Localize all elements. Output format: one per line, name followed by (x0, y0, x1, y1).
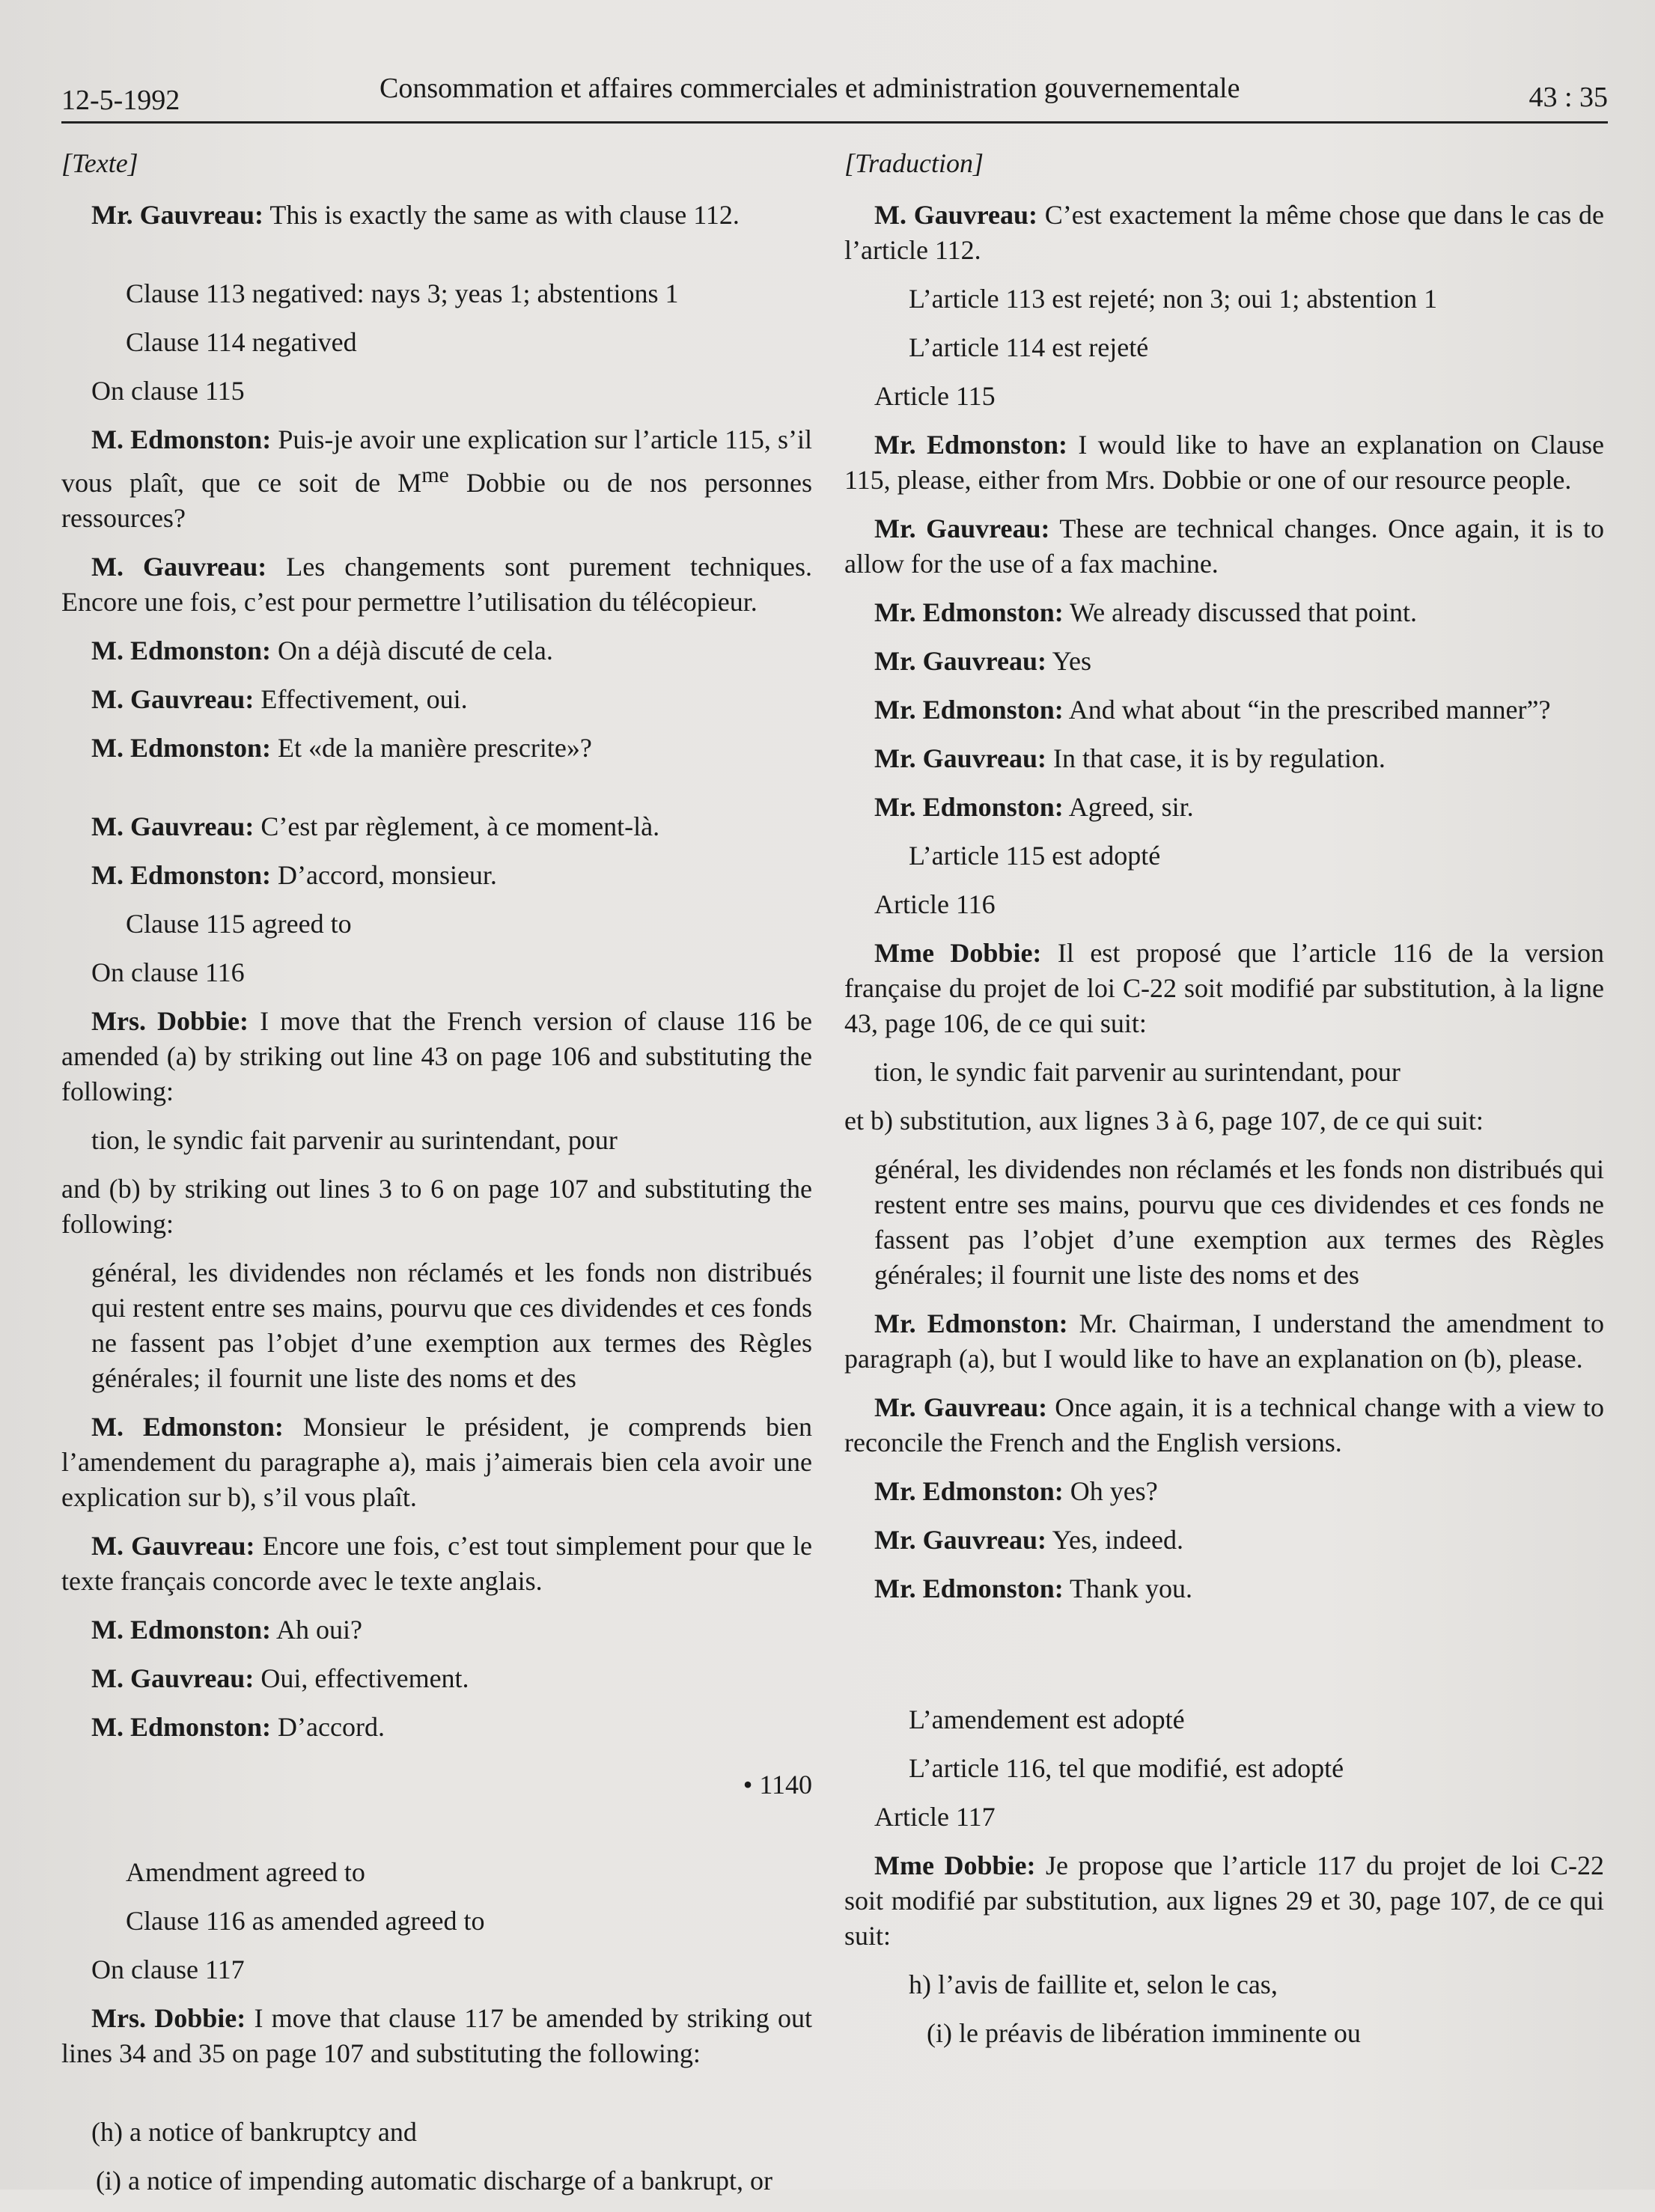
speech-paragraph (61, 1004, 812, 1109)
amendment-text: (i) a notice of impending automatic discharge of a bankrupt, or (96, 2166, 773, 2196)
speech-text: Thank you. (1063, 1573, 1193, 1603)
speaker-name: M. Gauvreau: (91, 811, 255, 841)
speech-text: Dobbie ou de nos personnes ressources? (61, 468, 812, 533)
speech-text: I would like to have an explanation on Clause 115, please, either from Mrs. Dobbie or one of our resource people. (844, 430, 1605, 495)
speaker-name: Mrs. Dobbie: (91, 2003, 246, 2033)
speech-text: Encore une fois, c’est tout simplement pour que le texte français concorde avec le texte anglais. (61, 1531, 812, 1596)
speech-text: And what about “in the prescribed manner”? (1063, 695, 1551, 725)
speech-text: Oui, effectivement. (254, 1663, 469, 1693)
speech-paragraph (844, 741, 1604, 776)
speaker-name: M. Edmonston: (91, 1712, 272, 1742)
column-tag: [Traduction] (844, 148, 984, 178)
speaker-name: Mr. Edmonston: (874, 695, 1064, 725)
speaker-name: Mr. Gauvreau: (874, 646, 1046, 676)
speech-text: Oh yes? (1063, 1476, 1158, 1506)
procedural-statement: Clause 116 as amended agreed to (126, 1906, 485, 1936)
speech-paragraph (61, 1410, 812, 1515)
speech-paragraph (844, 644, 1604, 679)
amendment-text: général, les dividendes non réclamés et les fonds non distribués qui restent entre ses mains, pourvu que ces dividendes et ces fonds ne fassent pas l’objet d’une exemption aux termes des Règles générales; il fournit une liste des noms et des (874, 1154, 1604, 1290)
speaker-name: M. Edmonston: (91, 636, 272, 665)
speech-paragraph (61, 1661, 812, 1696)
clause-heading: Article 115 (874, 381, 996, 411)
procedural-statement: L’article 116, tel que modifié, est adopté (909, 1753, 1344, 1783)
speech-paragraph (844, 1848, 1604, 1954)
speaker-name: M. Edmonston: (91, 424, 272, 454)
speaker-name: M. Gauvreau: (91, 1663, 255, 1693)
speaker-name: M. Edmonston: (91, 1412, 284, 1442)
speaker-name: Mme Dobbie: (874, 1850, 1036, 1880)
speech-paragraph (61, 633, 812, 668)
speech-paragraph (844, 1390, 1604, 1460)
procedural-statement: L’article 114 est rejeté (909, 332, 1149, 362)
time-marker-text: • 1140 (743, 1770, 812, 1800)
speech-paragraph (844, 595, 1604, 630)
amendment-text: (h) a notice of bankruptcy and (91, 2117, 417, 2147)
speech-paragraph (61, 549, 812, 620)
clause-heading: Article 116 (874, 889, 996, 919)
speech-paragraph (844, 1306, 1604, 1377)
speaker-name: M. Edmonston: (91, 1615, 272, 1645)
speech-paragraph (844, 1474, 1604, 1509)
header-date: 12-5-1992 (61, 85, 180, 116)
speech-text: This is exactly the same as with clause 112. (263, 200, 740, 230)
speech-text: Il est proposé que l’article 116 de la version française du projet de loi C-22 soit modifié par substitution, à la ligne 43, page 106, de ce qui suit: (844, 938, 1604, 1038)
speaker-name: Mrs. Dobbie: (91, 1006, 249, 1036)
speaker-name: Mr. Gauvreau: (874, 514, 1050, 543)
speech-paragraph (844, 198, 1604, 268)
speech-paragraph (844, 511, 1604, 582)
speaker-name: Mme Dobbie: (874, 938, 1042, 968)
clause-heading: On clause 116 (91, 957, 245, 987)
clause-heading: On clause 117 (91, 1954, 245, 1984)
speech-paragraph (61, 1710, 812, 1745)
speech-text: In that case, it is by regulation. (1046, 743, 1386, 773)
time-marker (61, 1767, 812, 1803)
speaker-name: Mr. Edmonston: (874, 792, 1064, 822)
speech-paragraph (844, 1571, 1604, 1606)
procedural-statement: L’amendement est adopté (909, 1704, 1185, 1734)
amendment-text: général, les dividendes non réclamés et les fonds non distribués qui restent entre ses mains, pourvu que ces dividendes et ces fonds ne fassent pas l’objet d’une exemption aux termes des Règles générales; il fournit une liste des noms et des (91, 1258, 812, 1393)
speech-text: C’est par règlement, à ce moment-là. (254, 811, 660, 841)
column-tag: [Texte] (61, 148, 138, 178)
amendment-text: tion, le syndic fait parvenir au surintendant, pour (91, 1125, 618, 1155)
speech-paragraph (844, 790, 1604, 825)
speech-paragraph (844, 692, 1604, 728)
procedural-statement: Clause 113 negatived: nays 3; yeas 1; abstentions 1 (126, 278, 679, 308)
procedural-statement: Clause 115 agreed to (126, 909, 352, 939)
procedural-statement: L’article 115 est adopté (909, 841, 1161, 871)
column-tag-text: Texte (72, 148, 128, 178)
header-title: Consommation et affaires commerciales et administration gouvernementale (380, 73, 1240, 104)
right-column (844, 146, 1604, 2065)
speech-text: Et «de la manière prescrite»? (271, 733, 592, 763)
speech-text: On a déjà discuté de cela. (271, 636, 553, 665)
speech-text: D’accord. (271, 1712, 385, 1742)
speaker-name: Mr. Gauvreau: (874, 1392, 1048, 1422)
speech-paragraph (61, 682, 812, 717)
speaker-name: Mr. Gauvreau: (874, 1525, 1046, 1555)
amendment-text: h) l’avis de faillite et, selon le cas, (909, 1969, 1278, 1999)
clause-heading: On clause 115 (91, 376, 245, 406)
speaker-name: M. Gauvreau: (91, 1531, 255, 1561)
speech-text: Ah oui? (271, 1615, 363, 1645)
left-column (61, 146, 812, 2212)
procedural-statement: Clause 114 negatived (126, 327, 357, 357)
speech-text: We already discussed that point. (1063, 597, 1418, 627)
speech-text: These are technical changes. Once again, it is to allow for the use of a fax machine. (844, 514, 1604, 579)
speaker-name: M. Gauvreau: (91, 552, 267, 582)
clause-heading: Article 117 (874, 1802, 996, 1832)
procedural-statement: Amendment agreed to (126, 1857, 365, 1887)
speech-text: I move that the French version of clause 116 be amended (a) by striking out line 43 on page 106 and substituting the following: (61, 1006, 812, 1106)
speaker-name: Mr. Edmonston: (874, 1308, 1068, 1338)
speech-text: Agreed, sir. (1063, 792, 1194, 822)
speech-text: D’accord, monsieur. (271, 860, 497, 890)
speech-text: Mr. Chairman, I understand the amendment to paragraph (a), but I would like to have an explanation on (b), please. (844, 1308, 1605, 1374)
speech-paragraph (61, 731, 812, 766)
speech-paragraph: and (b) by striking out lines 3 to 6 on page 107 and substituting the following: (61, 1174, 812, 1239)
speaker-name: M. Edmonston: (91, 860, 272, 890)
speaker-name: Mr. Edmonston: (874, 430, 1068, 460)
speaker-name: M. Edmonston: (91, 733, 272, 763)
speech-text: Once again, it is a technical change with a view to reconcile the French and the English versions. (844, 1392, 1604, 1457)
speech-text: Puis-je avoir une explication sur l’article 115, s’il vous plaît, que ce soit de M (61, 424, 812, 498)
speech-text: Effectivement, oui. (254, 684, 468, 714)
speech-paragraph (61, 858, 812, 893)
speaker-name: Mr. Edmonston: (874, 597, 1064, 627)
speaker-name: Mr. Gauvreau: (874, 743, 1046, 773)
speaker-name: M. Gauvreau: (91, 684, 255, 714)
amendment-text: tion, le syndic fait parvenir au surintendant, pour (874, 1057, 1400, 1087)
speech-text: Je propose que l’article 117 du projet de loi C-22 soit modifié par substitution, aux lignes 29 et 30, page 107, de ce qui suit: (844, 1850, 1604, 1951)
column-tag-text: Traduction (855, 148, 974, 178)
speech-text: Monsieur le président, je comprends bien l’amendement du paragraphe a), mais j’aimerais bien cela avoir une explication sur b), s’il vous plaît. (61, 1412, 812, 1512)
speech-text: Les changements sont purement techniques. Encore une fois, c’est pour permettre l’utilisation du télécopieur. (61, 552, 812, 617)
procedural-statement: L’article 113 est rejeté; non 3; oui 1; abstention 1 (909, 284, 1438, 314)
speech-text: Yes, indeed. (1046, 1525, 1184, 1555)
speech-paragraph: et b) substitution, aux lignes 3 à 6, page 107, de ce qui suit: (844, 1106, 1484, 1136)
speaker-name: M. Gauvreau: (874, 200, 1038, 230)
speaker-name: Mr. Edmonston: (874, 1573, 1064, 1603)
speech-paragraph (61, 1612, 812, 1648)
speech-paragraph (844, 936, 1604, 1041)
speaker-name: Mr. Gauvreau: (91, 200, 263, 230)
speech-text: I move that clause 117 be amended by striking out lines 34 and 35 on page 107 and substituting the following: (61, 2003, 813, 2068)
speech-text: Yes (1046, 646, 1092, 676)
speech-paragraph (844, 427, 1604, 498)
running-header (61, 69, 1608, 124)
speech-paragraph (61, 1529, 812, 1599)
speaker-name: Mr. Edmonston: (874, 1476, 1064, 1506)
speech-paragraph (61, 198, 812, 233)
speech-paragraph (844, 1523, 1604, 1558)
speech-superscript: me (421, 463, 449, 487)
speech-paragraph (61, 809, 812, 844)
header-page-number: 43 : 35 (1528, 82, 1608, 113)
speech-paragraph (61, 2001, 812, 2071)
speech-text: C’est exactement la même chose que dans le cas de l’article 112. (844, 200, 1604, 265)
speech-paragraph (61, 422, 812, 536)
amendment-text: (i) le préavis de libération imminente ou (927, 2018, 1361, 2048)
